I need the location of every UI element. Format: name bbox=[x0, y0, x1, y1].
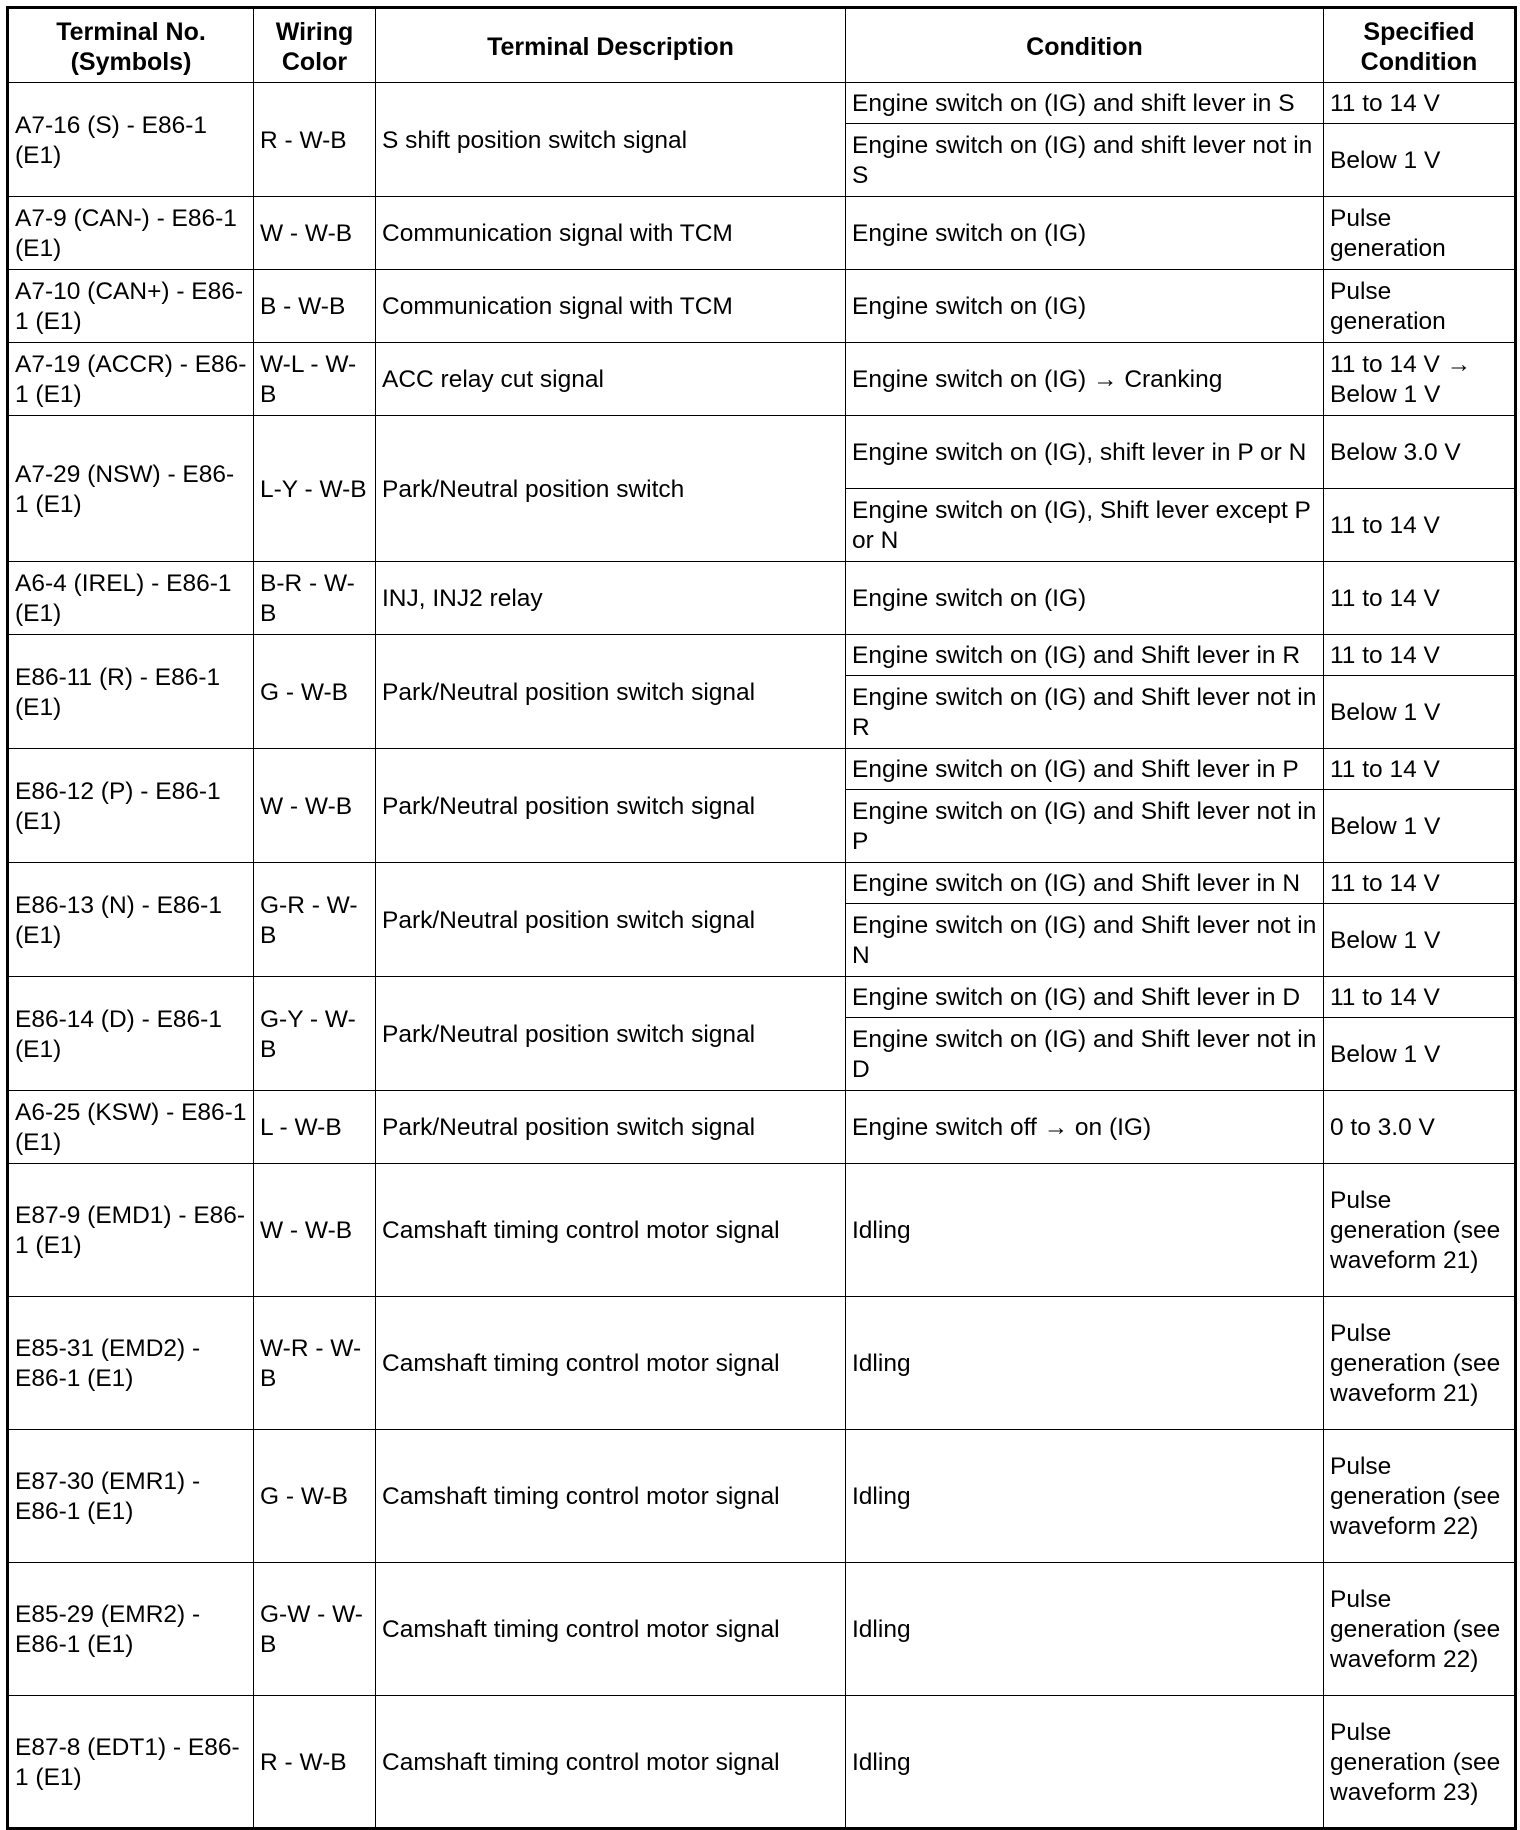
specified-cell: 11 to 14 V bbox=[1324, 635, 1516, 676]
condition-cell: Idling bbox=[846, 1164, 1324, 1297]
condition-cell: Idling bbox=[846, 1430, 1324, 1563]
wiring-cell: R - W-B bbox=[254, 1696, 376, 1829]
condition-cell: Idling bbox=[846, 1696, 1324, 1829]
header-specified: Specified Condition bbox=[1324, 8, 1516, 83]
table-row bbox=[8, 343, 1516, 416]
table-header-row bbox=[8, 8, 1516, 83]
description-cell: Park/Neutral position switch signal bbox=[376, 1091, 846, 1164]
specified-cell: Below 1 V bbox=[1324, 790, 1516, 863]
table-row bbox=[8, 270, 1516, 343]
header-terminal: Terminal No. (Symbols) bbox=[8, 8, 254, 83]
specified-cell: Pulse generation bbox=[1324, 197, 1516, 270]
table-row bbox=[8, 416, 1516, 489]
description-cell: Camshaft timing control motor signal bbox=[376, 1696, 846, 1829]
specified-cell: Pulse generation (see waveform 22) bbox=[1324, 1430, 1516, 1563]
condition-cell: Engine switch on (IG) → Cranking bbox=[846, 343, 1324, 416]
specified-cell: 11 to 14 V bbox=[1324, 489, 1516, 562]
table-row bbox=[8, 1297, 1516, 1430]
table-row bbox=[8, 1430, 1516, 1563]
wiring-cell: W - W-B bbox=[254, 197, 376, 270]
description-cell: INJ, INJ2 relay bbox=[376, 562, 846, 635]
specified-cell: Below 1 V bbox=[1324, 1018, 1516, 1091]
condition-cell: Engine switch on (IG) and shift lever in S bbox=[846, 83, 1324, 124]
condition-cell: Engine switch on (IG), shift lever in P or N bbox=[846, 416, 1324, 489]
specified-cell: 11 to 14 V bbox=[1324, 749, 1516, 790]
table-row bbox=[8, 749, 1516, 790]
table-row bbox=[8, 1696, 1516, 1829]
specified-cell: Below 1 V bbox=[1324, 124, 1516, 197]
wiring-cell: B - W-B bbox=[254, 270, 376, 343]
description-cell: Camshaft timing control motor signal bbox=[376, 1430, 846, 1563]
condition-cell: Engine switch on (IG) and Shift lever not in N bbox=[846, 904, 1324, 977]
condition-cell: Engine switch on (IG) bbox=[846, 197, 1324, 270]
terminal-cell: E87-8 (EDT1) - E86-1 (E1) bbox=[8, 1696, 254, 1829]
specified-cell: Pulse generation bbox=[1324, 270, 1516, 343]
specified-cell: 11 to 14 V bbox=[1324, 562, 1516, 635]
description-cell: Communication signal with TCM bbox=[376, 270, 846, 343]
wiring-cell: R - W-B bbox=[254, 83, 376, 197]
terminal-cell: A7-16 (S) - E86-1 (E1) bbox=[8, 83, 254, 197]
terminal-cell: A7-19 (ACCR) - E86-1 (E1) bbox=[8, 343, 254, 416]
specified-cell: 11 to 14 V bbox=[1324, 83, 1516, 124]
header-description: Terminal Description bbox=[376, 8, 846, 83]
description-cell: Park/Neutral position switch signal bbox=[376, 749, 846, 863]
terminal-cell: A7-9 (CAN-) - E86-1 (E1) bbox=[8, 197, 254, 270]
terminal-cell: A7-29 (NSW) - E86-1 (E1) bbox=[8, 416, 254, 562]
header-condition: Condition bbox=[846, 8, 1324, 83]
condition-cell: Engine switch on (IG) and Shift lever not in D bbox=[846, 1018, 1324, 1091]
table-row bbox=[8, 863, 1516, 904]
wiring-cell: W - W-B bbox=[254, 749, 376, 863]
specified-cell: 11 to 14 V bbox=[1324, 977, 1516, 1018]
header-wiring: Wiring Color bbox=[254, 8, 376, 83]
wiring-cell: G - W-B bbox=[254, 635, 376, 749]
condition-cell: Engine switch on (IG) and Shift lever not in R bbox=[846, 676, 1324, 749]
specified-cell: Pulse generation (see waveform 23) bbox=[1324, 1696, 1516, 1829]
condition-cell: Engine switch on (IG), Shift lever except P or N bbox=[846, 489, 1324, 562]
wiring-cell: L-Y - W-B bbox=[254, 416, 376, 562]
terminal-cell: A6-4 (IREL) - E86-1 (E1) bbox=[8, 562, 254, 635]
table-row bbox=[8, 1091, 1516, 1164]
description-cell: Camshaft timing control motor signal bbox=[376, 1164, 846, 1297]
wiring-cell: G-Y - W-B bbox=[254, 977, 376, 1091]
table-row bbox=[8, 83, 1516, 124]
description-cell: ACC relay cut signal bbox=[376, 343, 846, 416]
terminal-spec-table bbox=[6, 6, 1517, 1830]
terminal-cell: E85-29 (EMR2) - E86-1 (E1) bbox=[8, 1563, 254, 1696]
terminal-cell: E86-13 (N) - E86-1 (E1) bbox=[8, 863, 254, 977]
table-row bbox=[8, 977, 1516, 1018]
terminal-cell: A7-10 (CAN+) - E86-1 (E1) bbox=[8, 270, 254, 343]
terminal-cell: E87-9 (EMD1) - E86-1 (E1) bbox=[8, 1164, 254, 1297]
wiring-cell: B-R - W-B bbox=[254, 562, 376, 635]
specified-cell: Pulse generation (see waveform 22) bbox=[1324, 1563, 1516, 1696]
description-cell: Park/Neutral position switch signal bbox=[376, 635, 846, 749]
wiring-cell: W - W-B bbox=[254, 1164, 376, 1297]
description-cell: Park/Neutral position switch bbox=[376, 416, 846, 562]
table-row bbox=[8, 635, 1516, 676]
condition-cell: Engine switch off → on (IG) bbox=[846, 1091, 1324, 1164]
specified-cell: Below 3.0 V bbox=[1324, 416, 1516, 489]
condition-cell: Engine switch on (IG) and Shift lever in R bbox=[846, 635, 1324, 676]
table-row bbox=[8, 1563, 1516, 1696]
condition-cell: Engine switch on (IG) and Shift lever in N bbox=[846, 863, 1324, 904]
description-cell: Camshaft timing control motor signal bbox=[376, 1563, 846, 1696]
description-cell: Park/Neutral position switch signal bbox=[376, 977, 846, 1091]
wiring-cell: W-L - W-B bbox=[254, 343, 376, 416]
wiring-cell: G-W - W-B bbox=[254, 1563, 376, 1696]
wiring-cell: W-R - W-B bbox=[254, 1297, 376, 1430]
condition-cell: Engine switch on (IG) and Shift lever in D bbox=[846, 977, 1324, 1018]
specified-cell: Pulse generation (see waveform 21) bbox=[1324, 1164, 1516, 1297]
wiring-cell: G - W-B bbox=[254, 1430, 376, 1563]
specified-cell: Pulse generation (see waveform 21) bbox=[1324, 1297, 1516, 1430]
condition-cell: Idling bbox=[846, 1563, 1324, 1696]
description-cell: Communication signal with TCM bbox=[376, 197, 846, 270]
table-row bbox=[8, 562, 1516, 635]
description-cell: S shift position switch signal bbox=[376, 83, 846, 197]
specified-cell: Below 1 V bbox=[1324, 904, 1516, 977]
wiring-cell: G-R - W-B bbox=[254, 863, 376, 977]
terminal-cell: A6-25 (KSW) - E86-1 (E1) bbox=[8, 1091, 254, 1164]
specified-cell: 11 to 14 V bbox=[1324, 863, 1516, 904]
condition-cell: Engine switch on (IG) bbox=[846, 562, 1324, 635]
condition-cell: Engine switch on (IG) and Shift lever not in P bbox=[846, 790, 1324, 863]
terminal-cell: E86-11 (R) - E86-1 (E1) bbox=[8, 635, 254, 749]
terminal-cell: E87-30 (EMR1) - E86-1 (E1) bbox=[8, 1430, 254, 1563]
specified-cell: 0 to 3.0 V bbox=[1324, 1091, 1516, 1164]
table-row bbox=[8, 197, 1516, 270]
condition-cell: Engine switch on (IG) and shift lever not in S bbox=[846, 124, 1324, 197]
wiring-cell: L - W-B bbox=[254, 1091, 376, 1164]
terminal-cell: E85-31 (EMD2) - E86-1 (E1) bbox=[8, 1297, 254, 1430]
specified-cell: 11 to 14 V → Below 1 V bbox=[1324, 343, 1516, 416]
condition-cell: Idling bbox=[846, 1297, 1324, 1430]
table-row bbox=[8, 1164, 1516, 1297]
specified-cell: Below 1 V bbox=[1324, 676, 1516, 749]
description-cell: Camshaft timing control motor signal bbox=[376, 1297, 846, 1430]
description-cell: Park/Neutral position switch signal bbox=[376, 863, 846, 977]
condition-cell: Engine switch on (IG) and Shift lever in P bbox=[846, 749, 1324, 790]
terminal-cell: E86-12 (P) - E86-1 (E1) bbox=[8, 749, 254, 863]
condition-cell: Engine switch on (IG) bbox=[846, 270, 1324, 343]
terminal-cell: E86-14 (D) - E86-1 (E1) bbox=[8, 977, 254, 1091]
